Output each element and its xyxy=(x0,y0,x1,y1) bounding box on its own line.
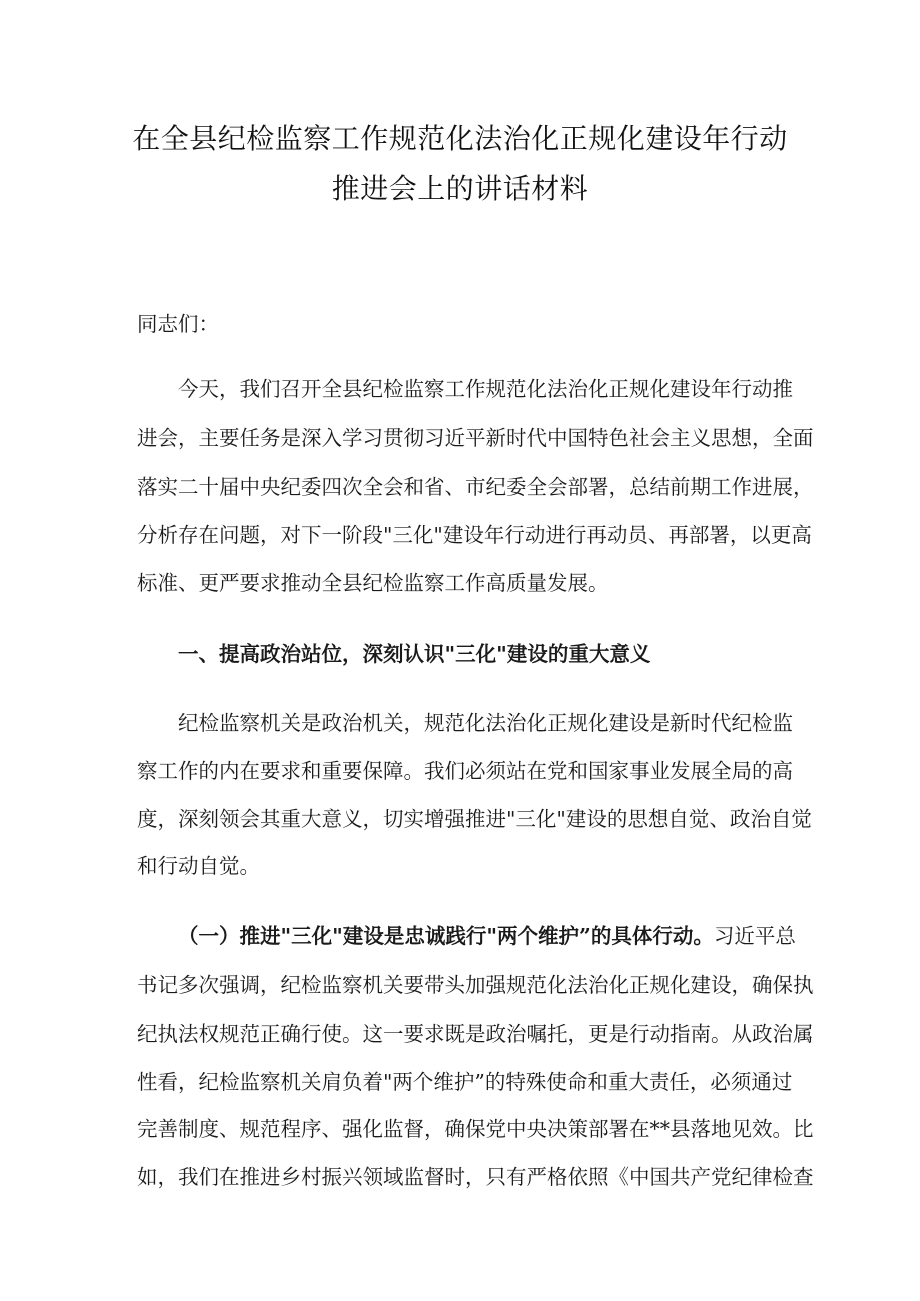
salutation: 同志们： xyxy=(137,312,219,336)
paragraph-line: 标准、更严要求推动全县纪检监察工作高质量发展。 xyxy=(137,571,609,595)
subsection-heading-1: （一）推进"三化"建设是忠诚践行"两个维护”的具体行动。 xyxy=(178,924,714,948)
paragraph-line-rest: 习近平总 xyxy=(713,924,796,948)
paragraph-first-line xyxy=(178,921,796,951)
document-title-line-2: 推进会上的讲话材料 xyxy=(331,172,589,205)
paragraph-line: 纪执法权规范正确行使。这一要求既是政治嘱托，更是行动指南。从政治属 xyxy=(137,1022,814,1046)
paragraph-line: 落实二十届中央纪委四次全会和省、市纪委全会部署，总结前期工作进展， xyxy=(137,475,814,499)
paragraph-line: 进会，主要任务是深入学习贯彻习近平新时代中国特色社会主义思想，全面 xyxy=(137,426,814,450)
paragraph-line: 和行动自觉。 xyxy=(137,854,260,878)
paragraph-line: 书记多次强调，纪检监察机关要带头加强规范化法治化正规化建设，确保执 xyxy=(137,973,814,997)
paragraph-line: 今天，我们召开全县纪检监察工作规范化法治化正规化建设年行动推 xyxy=(178,377,793,401)
paragraph-line: 分析存在问题，对下一阶段"三化"建设年行动进行再动员、再部署，以更高 xyxy=(137,523,812,547)
paragraph-line: 性看，纪检监察机关肩负着"两个维护”的特殊使命和重大责任，必须通过 xyxy=(137,1070,793,1094)
paragraph-line: 如，我们在推进乡村振兴领域监督时，只有严格依照《中国共产党纪律检查 xyxy=(137,1165,814,1189)
paragraph-line: 纪检监察机关是政治机关，规范化法治化正规化建设是新时代纪检监 xyxy=(178,711,793,735)
document-title-line-1: 在全县纪检监察工作规范化法治化正规化建设年行动 xyxy=(132,122,788,155)
paragraph-line: 完善制度、规范程序、强化监督，确保党中央决策部署在**县落地见效。比 xyxy=(137,1117,814,1141)
paragraph-line: 度，深刻领会其重大意义，切实增强推进"三化"建设的思想自觉、政治自觉 xyxy=(137,807,812,831)
section-heading-1: 一、提高政治站位，深刻认识"三化"建设的重大意义 xyxy=(178,642,651,666)
paragraph-line: 察工作的内在要求和重要保障。我们必须站在党和国家事业发展全局的高 xyxy=(137,759,793,783)
